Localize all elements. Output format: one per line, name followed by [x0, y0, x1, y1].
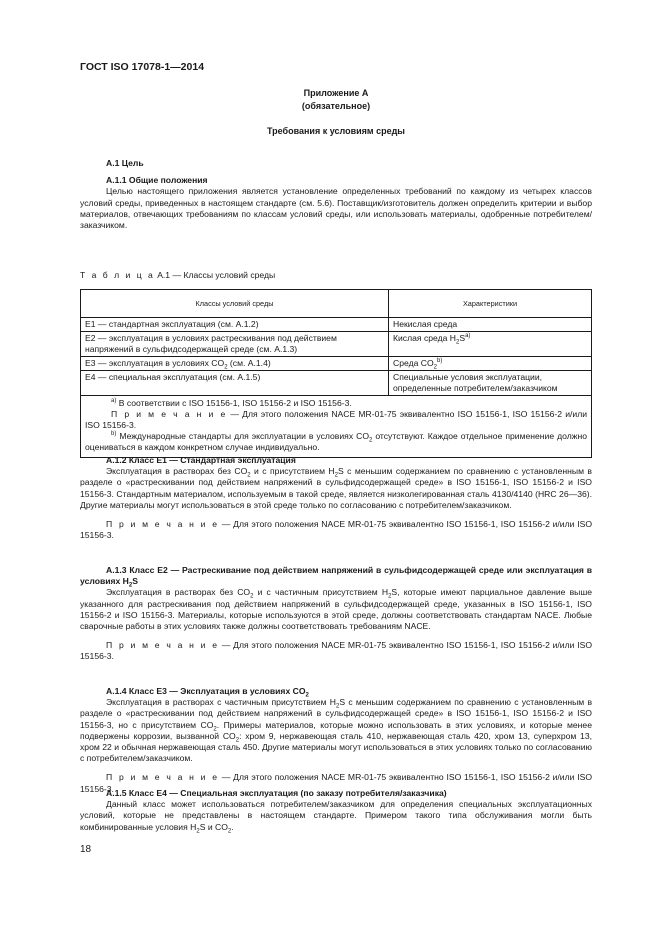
- annex-title: Приложение А: [303, 88, 369, 98]
- table-row: [81, 318, 592, 332]
- table-cell: Специальные условия эксплуатации, определенные потребителем/заказчиком: [389, 371, 592, 396]
- table-cell: Е2 — эксплуатация в условиях растрескивания под действием напряжений в сульфидсодержащей среде (см. А.1.3): [81, 332, 389, 357]
- table-cell: Некислая среда: [389, 318, 592, 332]
- section-a13-text: Эксплуатация в растворах без $CO_2$ и с частичным присутствием $H_2S$, которые имеют парциальное давление выше указанного для растрескивания под действием напряжений в сульфидсодержащей среде, указанных в ISO 15156-1, ISO 15156-2 и ISO 15156-3. Материалы, которые используются в этой среде, должны соответствовать стандартам NACE. Любые сварочные работы в этих условиях также должны соответствовать требованиям NACE.: [80, 587, 592, 632]
- section-a15: [80, 788, 592, 833]
- section-a11-title: А.1.1 Общие положения: [106, 175, 208, 186]
- note-a12: П р и м е ч а н и е — Для этого положения NACE MR-01-75 эквивалентно ISO 15156-1, ISO 15156-2 и/или ISO 15156-3.: [80, 519, 593, 541]
- annex-heading: Требования к условиям среды: [266, 126, 405, 136]
- table-cell: Среда $CO_2^{b)}$: [389, 357, 592, 371]
- table-footnotes: $^{a)}$ В соответствии с ISO 15156-1, ISO 15156-2 и ISO 15156-3. П р и м е ч а н и е — Для этого положения NACE MR-01-75 эквивалентно ISO 15156-1, ISO 15156-2 и/или ISO 15156-3. $^{b)}$ Международные стандарты для эксплуатации в условиях $CO_2$ отсутствуют. Каждое отдельное применение должно оцениваться в каждом конкретном случае индивидуально.: [81, 396, 592, 458]
- table-caption: [80, 270, 592, 281]
- table-row: [81, 332, 592, 357]
- environment-classes-table: [80, 289, 592, 458]
- table-header-row: [81, 290, 592, 318]
- section-a15-title: А.1.5 Класс Е4 — Специальная эксплуатация (по заказу потребителя/заказчика): [106, 788, 447, 798]
- section-a12: [80, 455, 592, 541]
- table-cell: Е4 — специальная эксплуатация (см. А.1.5): [81, 371, 389, 396]
- document-code: ГОСТ ISO 17078-1—2014: [80, 61, 205, 73]
- note-a13: П р и м е ч а н и е — Для этого положения NACE MR-01-75 эквивалентно ISO 15156-1, ISO 15156-2 и/или ISO 15156-3.: [80, 640, 593, 662]
- page-number: 18: [80, 844, 92, 855]
- table-caption-prefix: Т а б л и ц а: [80, 270, 155, 280]
- table-cell: Е3 — эксплуатация в условиях $CO_2$ (см. А.1.4): [81, 357, 389, 371]
- table-row: [81, 371, 592, 396]
- section-a13-title: А.1.3 Класс Е2 — Растрескивание под действием напряжений в сульфидсодержащей среде или эксплуатация в условиях $H_2S$: [80, 565, 592, 589]
- section-a12-title: А.1.2 Класс Е1 — Стандартная эксплуатация: [106, 455, 296, 465]
- table-row: [81, 357, 592, 371]
- section-a14-title: А.1.4 Класс Е3 — Эксплуатация в условиях $CO_2$: [106, 686, 309, 699]
- section-a14: [80, 686, 592, 795]
- table-cell: Е1 — стандартная эксплуатация (см. А.1.2): [81, 318, 389, 332]
- section-a11-text: Целью настоящего приложения является установление определенных требований по каждому из четырех классов условий среды, приведенных в настоящем стандарте (см. 5.6). Поставщик/изготовитель должен определить критерии и выбор материалов, отвечающих требованиям по классам условий среды, или использовать материалы, одобренные потребителем/заказчиком.: [80, 186, 592, 231]
- section-a1: [80, 158, 592, 231]
- table-caption-text: А.1 — Классы условий среды: [157, 270, 276, 280]
- section-a12-text: Эксплуатация в растворах без $CO_2$ и с присутствием $H_2S$ с меньшим содержанием по сравнению с установленным в разделе о «растрескивании под действием напряжений в сульфидсодержащей среде» в ISO 15156-1, ISO 15156-2 и ISO 15156-3. Стандартным материалом, используемым в такой среде, является низколегированная сталь 4130/4140 (HRC 26—36). Другие материалы могут использоваться в этой среде только по согласованию с потребителем/заказчиком.: [80, 466, 592, 510]
- col-header-characteristics: Характеристики: [389, 290, 592, 318]
- section-a1-title: А.1 Цель: [106, 158, 144, 168]
- section-a13: [80, 565, 592, 663]
- table-cell: Кислая среда $H_2S^{a)}$: [389, 332, 592, 357]
- annex-status: (обязательное): [301, 101, 371, 111]
- section-a14-text: Эксплуатация в растворах с частичным присутствием $H_2S$ с меньшим содержанием по сравнению с установленным в разделе о «растрескивании под действием напряжений в сульфидсодержащей среде» в ISO 15156-1, ISO 15156-2 и ISO 15156-3, но с присутствием $CO_2$. Примеры материалов, которые можно использовать в этих условиях, и которые менее подвержены коррозии, вызванной $CO_2$: хром 9, нержавеющая сталь 410, нержавеющая сталь 420, хром 13, суперхром 13, хром 22 и обычная нержавеющая сталь 450. Другие материалы могут использоваться в этих условиях только по согласованию с потребителем/заказчиком.: [80, 697, 593, 764]
- note-a14: П р и м е ч а н и е — Для этого положения NACE MR-01-75 эквивалентно ISO 15156-1, ISO 15156-2 и/или ISO 15156-3.: [80, 772, 593, 794]
- section-a15-text: Данный класс может использоваться потребителем/заказчиком для определения специальных эксплуатационных условий, которые не представлены в настоящем стандарте. Примером такого типа обслуживания могли быть комбинированные условия $H_2S$ и $CO_2$.: [80, 799, 592, 835]
- table-footnotes-row: [81, 396, 592, 458]
- col-header-classes: Классы условий среды: [81, 290, 389, 318]
